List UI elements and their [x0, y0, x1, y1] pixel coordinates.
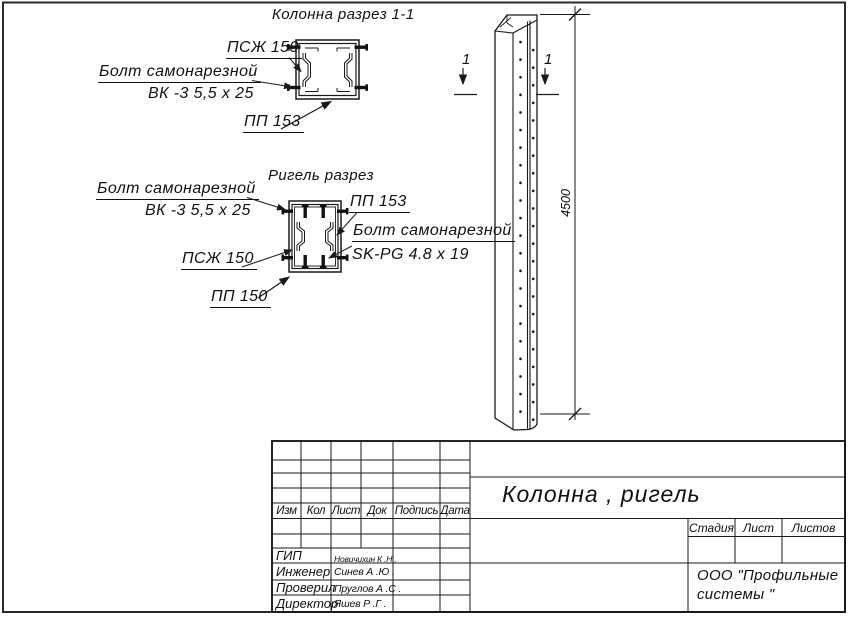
girder-section-drawing	[282, 201, 349, 272]
sig-name-checked: Пруглов А .С .	[334, 583, 402, 595]
label-bolt-vk-line2: ВК -3 5,5 x 25	[148, 85, 254, 102]
sig-name-gip: Новичихин К .Н .	[334, 554, 397, 564]
label-pp153-girder: ПП 153	[349, 194, 410, 213]
company-name-line1: ООО "Профильные	[697, 567, 839, 584]
label-bolt-sk-line2: SK-PG 4.8 x 19	[352, 246, 469, 263]
label-psj-150-girder: ПСЖ 150	[181, 251, 257, 270]
label-bolt-vk2-line1: Болт самонарезной	[96, 181, 259, 200]
tb-stage: Стадия	[689, 521, 734, 535]
label-pp-150: ПП 150	[210, 289, 271, 308]
tb-col-dok: Док	[367, 505, 387, 517]
tb-sheets: Листов	[791, 521, 836, 535]
sig-role-engineer: Инженер	[276, 564, 331, 579]
cut-mark-label-left: 1	[462, 51, 471, 68]
document-title: Колонна , ригель	[502, 481, 701, 507]
tb-col-podpis: Подпись	[394, 505, 439, 517]
label-bolt-vk2-line2: ВК -3 5,5 x 25	[145, 202, 251, 219]
column-section-title: Колонна разрез 1-1	[272, 6, 415, 23]
section-cut-marks	[454, 68, 559, 95]
label-pp-153: ПП 153	[243, 114, 304, 133]
tb-sheet: Лист	[743, 521, 774, 535]
sig-role-gip: ГИП	[276, 548, 302, 563]
dimension-value: 4500	[559, 189, 573, 217]
company-name-line2: системы "	[697, 586, 775, 603]
girder-section-title: Ригель разрез	[268, 167, 374, 184]
tb-col-izm: Изм	[276, 505, 297, 517]
tb-col-kol: Кол	[306, 505, 326, 517]
label-bolt-sk-line1: Болт самонарезной	[352, 223, 515, 242]
tb-col-data: Дата	[440, 505, 470, 517]
label-psj-150: ПСЖ 150	[226, 40, 302, 59]
cut-mark-label-right: 1	[544, 51, 553, 68]
sig-role-director: Директор	[276, 596, 339, 611]
sig-role-checked: Проверил	[276, 580, 336, 595]
label-bolt-vk-line1: Болт самонарезной	[98, 64, 261, 83]
sig-name-engineer: Синев А .Ю .	[334, 566, 395, 578]
sig-name-director: Яшев Р .Г .	[334, 598, 387, 610]
tb-col-list: Лист	[331, 505, 361, 517]
